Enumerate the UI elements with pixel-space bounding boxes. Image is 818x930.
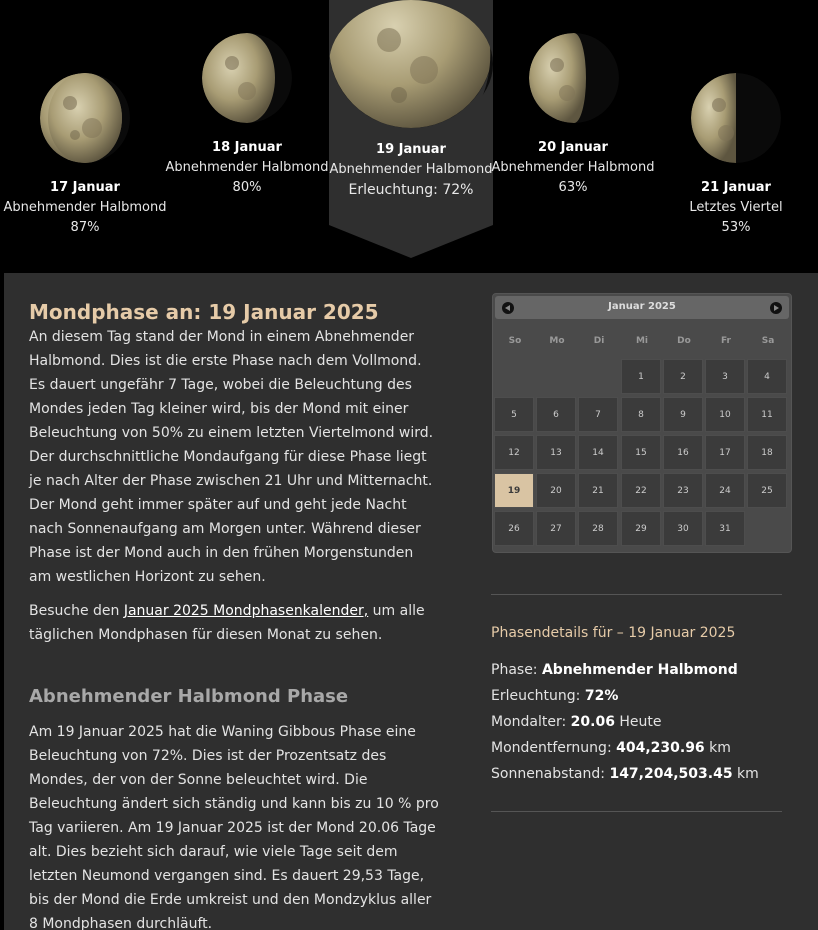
day-date: 21 Januar bbox=[701, 180, 771, 195]
moon-phase-strip bbox=[0, 0, 818, 273]
phase-subheading: Abnehmender Halbmond Phase bbox=[29, 686, 349, 707]
day-card-18[interactable] bbox=[162, 0, 332, 260]
calendar-day-6[interactable]: 6 bbox=[536, 397, 576, 432]
calendar-day-12[interactable]: 12 bbox=[494, 435, 534, 470]
calendar-day-15[interactable]: 15 bbox=[621, 435, 661, 470]
weekday-di: Di bbox=[593, 336, 605, 346]
weekday-sa: Sa bbox=[761, 336, 775, 346]
day-phase: Abnehmender Halbmond bbox=[165, 160, 329, 175]
calendar-month-title: Januar 2025 bbox=[608, 301, 676, 312]
day-date: 20 Januar bbox=[538, 140, 608, 155]
day-illumination: 87% bbox=[70, 220, 100, 235]
visit-prefix: Besuche den bbox=[29, 603, 124, 619]
next-month-button[interactable] bbox=[770, 302, 782, 314]
calendar-day-1[interactable]: 1 bbox=[621, 359, 661, 394]
calendar-day-26[interactable]: 26 bbox=[494, 511, 534, 546]
details-title: Phasendetails für – 19 Januar 2025 bbox=[491, 625, 736, 641]
day-illumination: 80% bbox=[232, 180, 262, 195]
calendar-link-paragraph bbox=[29, 599, 439, 647]
calendar-day-4[interactable]: 4 bbox=[747, 359, 787, 394]
calendar-day-31[interactable]: 31 bbox=[705, 511, 745, 546]
detail-moon-distance: Mondentfernung: 404,230.96 km bbox=[491, 740, 731, 756]
day-card-20[interactable] bbox=[488, 0, 658, 260]
calendar-day-5[interactable]: 5 bbox=[494, 397, 534, 432]
moon-image-18 bbox=[202, 33, 292, 123]
day-card-17[interactable] bbox=[0, 0, 170, 260]
weekday-fr: Fr bbox=[720, 336, 731, 346]
calendar-day-19[interactable]: 19 bbox=[494, 473, 534, 508]
calendar-day-27[interactable]: 27 bbox=[536, 511, 576, 546]
calendar-day-17[interactable]: 17 bbox=[705, 435, 745, 470]
moon-image-20 bbox=[529, 33, 619, 123]
day-illumination: Erleuchtung: 72% bbox=[348, 182, 474, 198]
phase-detail-paragraph: Am 19 Januar 2025 hat die Waning Gibbous Phase eine Beleuchtung von 72%. Dies ist der Prozentsatz des Mondes, der von der Sonne beleuchtet wird. Die Beleuchtung ändert sich ständig und kann bis zu 10 % pro Tag variieren. Am 19 Januar 2025 ist der Mond 20.06 Tage alt. Dies bezieht sich darauf, wie viele Tage seit dem letzten Neumond vergangen sind. Es dauert 29,53 Tage, bis der Mond die Erde umkreist und den Mondzyklus aller 8 Mondphasen durchläuft. bbox=[29, 724, 439, 930]
intro-paragraph: An diesem Tag stand der Mond in einem Abnehmender Halbmond. Dies ist die erste Phase nach dem Vollmond. Es dauert ungefähr 7 Tage, wobei die Beleuchtung des Mondes jeden Tag kleiner wird, bis der Mond mit einer Beleuchtung von 50% zu einem letzten Viertelmond wird. Der durchschnittliche Mondaufgang für diese Phase liegt je nach Alter der Phase zwischen 21 Uhr und Mitternacht. Der Mond geht immer später auf und geht jede Nacht nach Sonnenaufgang am Morgen unter. Während dieser Phase ist der Mond auch in den frühen Morgenstunden am westlichen Horizont zu sehen. bbox=[29, 329, 434, 585]
calendar-day-22[interactable]: 22 bbox=[621, 473, 661, 508]
date-picker-calendar bbox=[492, 293, 792, 553]
calendar-day-13[interactable]: 13 bbox=[536, 435, 576, 470]
calendar-day-20[interactable]: 20 bbox=[536, 473, 576, 508]
day-phase: Abnehmender Halbmond bbox=[491, 160, 655, 175]
calendar-day-8[interactable]: 8 bbox=[621, 397, 661, 432]
calendar-day-2[interactable]: 2 bbox=[663, 359, 703, 394]
phase-details bbox=[491, 594, 782, 812]
day-date: 17 Januar bbox=[50, 180, 120, 195]
moon-image-17 bbox=[40, 73, 130, 163]
calendar-day-23[interactable]: 23 bbox=[663, 473, 703, 508]
detail-illumination: Erleuchtung: 72% bbox=[491, 688, 619, 704]
page-title: Mondphase an: 19 Januar 2025 bbox=[29, 300, 379, 324]
month-calendar-link[interactable]: Januar 2025 Mondphasenkalender, bbox=[123, 603, 369, 619]
calendar-day-28[interactable]: 28 bbox=[578, 511, 618, 546]
calendar-day-14[interactable]: 14 bbox=[578, 435, 618, 470]
weekday-mi: Mi bbox=[635, 336, 649, 346]
moon-image-21 bbox=[691, 73, 781, 163]
calendar-day-29[interactable]: 29 bbox=[621, 511, 661, 546]
weekday-mo: Mo bbox=[549, 336, 565, 346]
day-phase: Abnehmender Halbmond bbox=[3, 200, 167, 215]
weekday-do: Do bbox=[677, 336, 691, 346]
day-illumination: 53% bbox=[721, 220, 751, 235]
detail-phase: Phase: Abnehmender Halbmond bbox=[491, 662, 738, 678]
calendar-day-11[interactable]: 11 bbox=[747, 397, 787, 432]
main-panel bbox=[4, 273, 818, 930]
day-phase: Abnehmender Halbmond bbox=[329, 162, 493, 177]
day-card-19-selected[interactable] bbox=[329, 0, 493, 258]
day-date: 18 Januar bbox=[212, 140, 282, 155]
calendar-day-7[interactable]: 7 bbox=[578, 397, 618, 432]
calendar-day-3[interactable]: 3 bbox=[705, 359, 745, 394]
calendar-day-21[interactable]: 21 bbox=[578, 473, 618, 508]
day-illumination: 63% bbox=[558, 180, 588, 195]
day-date: 19 Januar bbox=[376, 142, 446, 157]
calendar-day-24[interactable]: 24 bbox=[705, 473, 745, 508]
moon-image-19 bbox=[329, 0, 493, 128]
calendar-day-30[interactable]: 30 bbox=[663, 511, 703, 546]
detail-sun-distance: Sonnenabstand: 147,204,503.45 km bbox=[491, 766, 759, 782]
calendar-day-25[interactable]: 25 bbox=[747, 473, 787, 508]
day-phase: Letztes Viertel bbox=[689, 200, 783, 215]
calendar-header bbox=[495, 296, 789, 319]
day-card-21[interactable] bbox=[651, 0, 818, 260]
detail-moon-age: Mondalter: 20.06 Heute bbox=[491, 714, 662, 730]
weekday-so: So bbox=[508, 336, 522, 346]
visit-suffix: um alle täglichen Mondphasen für diesen Monat zu sehen. bbox=[29, 603, 425, 643]
calendar-day-18[interactable]: 18 bbox=[747, 435, 787, 470]
calendar-day-16[interactable]: 16 bbox=[663, 435, 703, 470]
calendar-day-10[interactable]: 10 bbox=[705, 397, 745, 432]
calendar-day-9[interactable]: 9 bbox=[663, 397, 703, 432]
